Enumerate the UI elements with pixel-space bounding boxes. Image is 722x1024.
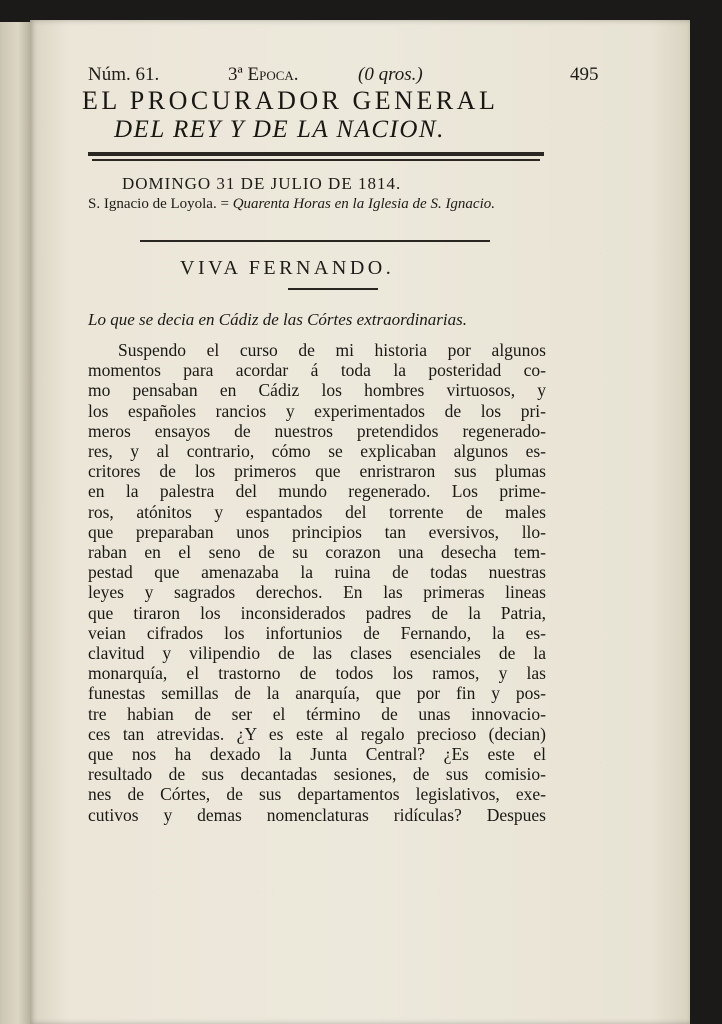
article-line: tre habian de ser el término de unas innovacio-	[88, 703, 546, 724]
article-line: meros ensayos de nuestros pretendidos regenerado-	[88, 420, 546, 441]
ornament-rule	[288, 288, 378, 290]
article-body	[88, 340, 546, 825]
article-line: raban en el seno de su corazon una desecha tem-	[88, 542, 546, 563]
masthead-rule-thick	[88, 152, 544, 156]
facing-page-edge	[0, 22, 30, 1024]
article-line: que preparaban unos principios tan eversivos, llo-	[88, 521, 546, 542]
saint-of-day	[88, 195, 552, 213]
page-number: 495	[570, 64, 599, 85]
article-line: veian cifrados los infortunios de Fernando, la es-	[88, 622, 546, 643]
article-line: res, y al contrario, cómo se explicaban algunos es-	[88, 441, 546, 462]
date-line: DOMINGO 31 DE JULIO DE 1814.	[122, 174, 402, 193]
article-line: mo pensaban en Cádiz los hombres virtuosos, y	[88, 380, 546, 401]
article-line: Suspendo el curso de mi historia por algunos	[118, 340, 546, 360]
section-rule	[140, 240, 490, 242]
article-line: leyes y sagrados derechos. En las primeras lineas	[88, 582, 546, 603]
article-line: cutivos y demas nomenclaturas ridículas? Despues	[88, 804, 546, 825]
article-line: los españoles rancios y experimentados de los pri-	[88, 400, 546, 421]
issue-number: Núm. 61.	[88, 64, 160, 85]
article-line: en la palestra del mundo regenerado. Los prime-	[88, 481, 546, 502]
issue-price: (0 qros.)	[358, 64, 423, 85]
article-title: Lo que se decia en Cádiz de las Córtes extraordinarias.	[88, 310, 468, 329]
section-heading: VIVA FERNANDO.	[180, 257, 395, 279]
article-line: nes de Córtes, de sus departamentos legislativos, exe-	[88, 784, 546, 805]
article-line: ros, atónitos y espantados del torrente de males	[88, 501, 546, 522]
article-line: que nos ha dexado la Junta Central? ¿Es este el	[88, 744, 546, 765]
article-line: ces tan atrevidas. ¿Y es este al regalo precioso (decian)	[88, 723, 546, 744]
article-line: monarquía, el trastorno de todos los ramos, y las	[88, 663, 546, 684]
issue-epoch: 3ª Epoca.	[228, 64, 299, 85]
newspaper-page	[30, 20, 690, 1024]
article-line: funestas semillas de la anarquía, que por fin y pos-	[88, 683, 546, 704]
article-line: critores de los primeros que enristraron sus plumas	[88, 461, 546, 482]
article-line: resultado de sus decantadas sesiones, de sus comisio-	[88, 764, 546, 785]
masthead-title: EL PROCURADOR GENERAL	[82, 86, 499, 115]
masthead-subtitle: DEL REY Y DE LA NACION.	[114, 116, 445, 143]
forty-hours-note: Quarenta Horas en la Iglesia de S. Ignacio.	[232, 196, 496, 212]
saint-name: S. Ignacio de Loyola. =	[88, 196, 233, 212]
article-line: pestad que amenazaba la ruina de todas nuestras	[88, 562, 546, 583]
article-line: que tiraron los inconsiderados padres de la Patria,	[88, 602, 546, 623]
article-line: momentos para acordar á toda la posteridad co-	[88, 360, 546, 381]
article-line: clavitud y vilipendio de las clases esenciales de la	[88, 643, 546, 664]
masthead-rule-thin	[92, 159, 540, 161]
